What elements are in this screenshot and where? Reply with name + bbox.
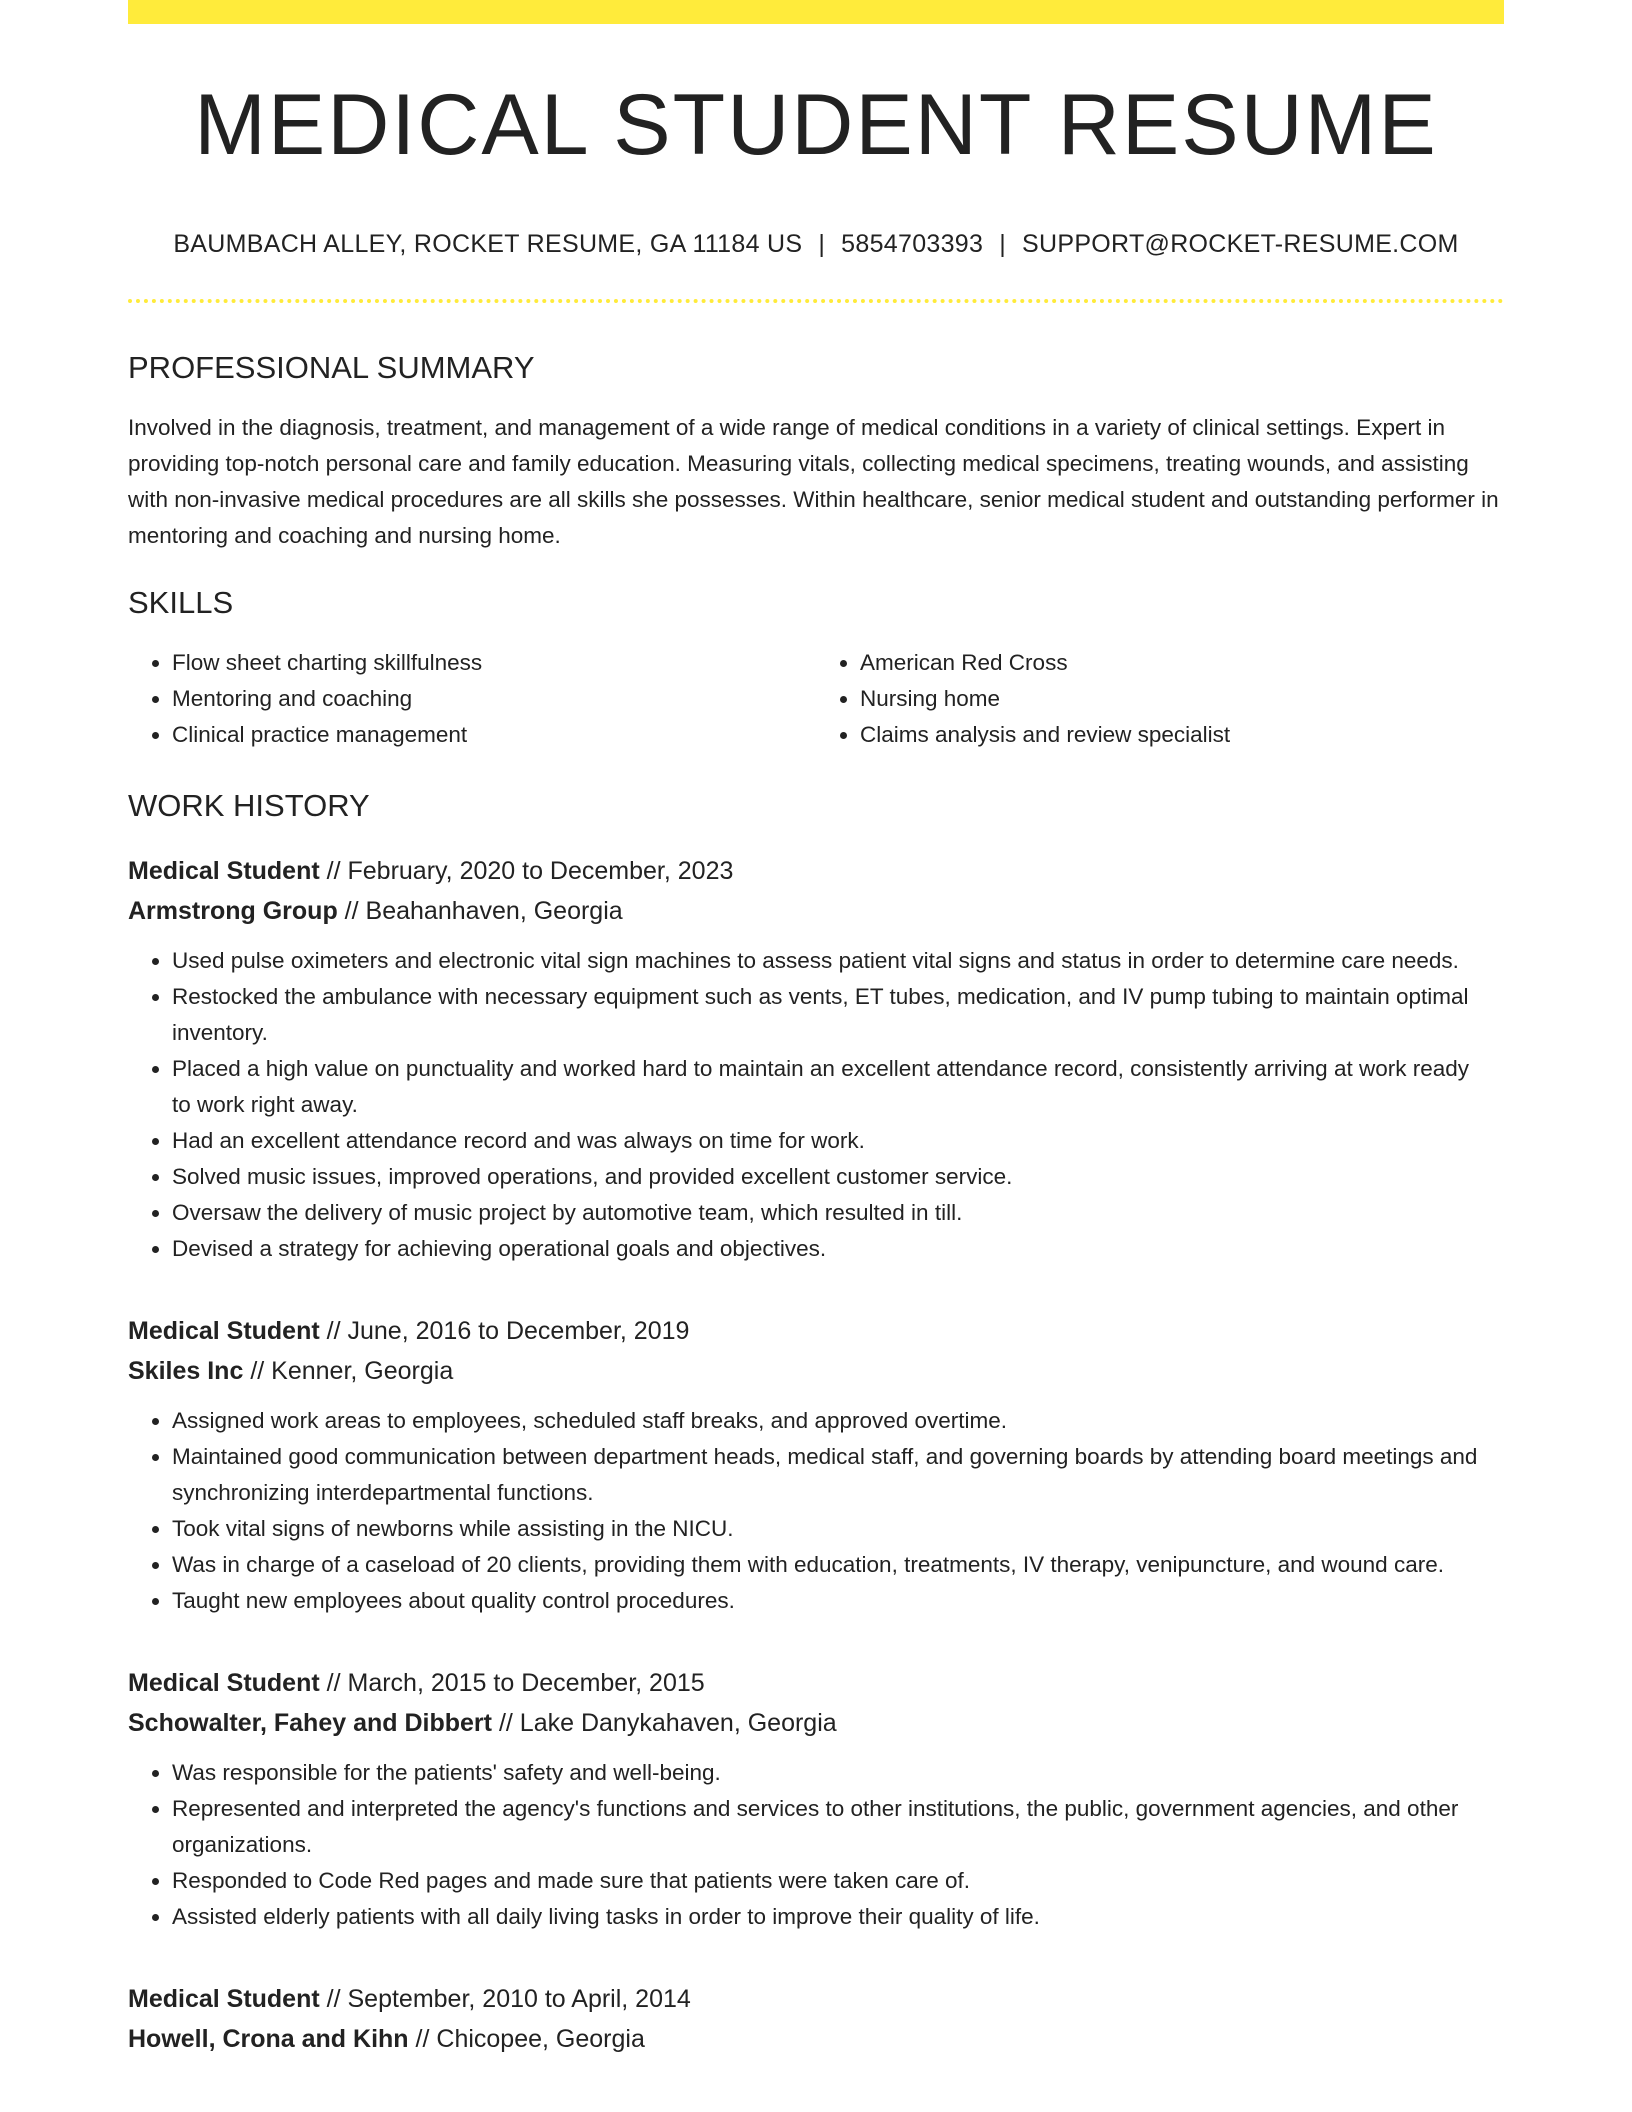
- contact-phone: 5854703393: [841, 230, 984, 258]
- job-bullet: • Assigned work areas to employees, scheduled staff breaks, and approved overtime.: [172, 1403, 1504, 1439]
- contact-separator: |: [999, 230, 1007, 258]
- skills-heading: SKILLS: [128, 585, 234, 621]
- job-company-line: [128, 1703, 1504, 1743]
- job-company-line: [128, 891, 1504, 931]
- job-bullet: • Had an excellent attendance record and was always on time for work.: [172, 1123, 1504, 1159]
- job-title-line: [128, 1311, 1504, 1351]
- job-divider: //: [250, 1356, 265, 1385]
- job-bullets: [128, 1403, 1504, 1619]
- skills-list: [128, 645, 1504, 753]
- job-bullet: • Assisted elderly patients with all daily living tasks in order to improve their quality of life.: [172, 1899, 1504, 1935]
- contact-address: BAUMBACH ALLEY, ROCKET RESUME, GA 11184 US: [173, 230, 803, 258]
- job-divider: //: [415, 2024, 430, 2053]
- job-title: Medical Student: [128, 1668, 320, 1697]
- job-location: Beahanhaven, Georgia: [365, 896, 623, 925]
- job-company: Skiles Inc: [128, 1356, 244, 1385]
- summary-heading: PROFESSIONAL SUMMARY: [128, 350, 535, 385]
- job-entry: [128, 1979, 1504, 2059]
- skill-item: • Claims analysis and review specialist: [860, 717, 1504, 753]
- job-bullet: • Maintained good communication between department heads, medical staff, and governing boards by attending board meetings and synchronizing interdepartmental functions.: [172, 1439, 1504, 1511]
- job-bullets: [128, 1755, 1504, 1935]
- job-bullet: • Oversaw the delivery of music project by automotive team, which resulted in till.: [172, 1195, 1504, 1231]
- job-bullets: [128, 943, 1504, 1267]
- job-bullet: • Was responsible for the patients' safety and well-being.: [172, 1755, 1504, 1791]
- job-location: Kenner, Georgia: [271, 1356, 454, 1385]
- job-divider: //: [326, 1668, 341, 1697]
- resume-page: [128, 0, 1504, 2059]
- job-bullet: • Represented and interpreted the agency's functions and services to other institutions, the public, government agencies, and other organizations.: [172, 1791, 1504, 1863]
- job-bullet: • Responded to Code Red pages and made sure that patients were taken care of.: [172, 1863, 1504, 1899]
- skill-item: • Nursing home: [860, 681, 1504, 717]
- skill-item: • Clinical practice management: [172, 717, 816, 753]
- job-title-line: [128, 1663, 1504, 1703]
- job-company-line: [128, 2019, 1504, 2059]
- job-location: Lake Danykahaven, Georgia: [519, 1708, 837, 1737]
- skill-item: • American Red Cross: [860, 645, 1504, 681]
- job-entry: [128, 1663, 1504, 1935]
- dotted-divider: [128, 299, 1504, 303]
- resume-title: MEDICAL STUDENT RESUME: [194, 77, 1438, 173]
- contact-separator: |: [818, 230, 826, 258]
- job-divider: //: [326, 1984, 341, 2013]
- job-bullet: • Solved music issues, improved operations, and provided excellent customer service.: [172, 1159, 1504, 1195]
- job-company: Howell, Crona and Kihn: [128, 2024, 409, 2053]
- job-company: Armstrong Group: [128, 896, 338, 925]
- job-entry: [128, 851, 1504, 1267]
- job-bullet: • Devised a strategy for achieving operational goals and objectives.: [172, 1231, 1504, 1267]
- job-location: Chicopee, Georgia: [436, 2024, 645, 2053]
- summary-text: Involved in the diagnosis, treatment, and management of a wide range of medical conditions in a variety of clinical settings. Expert in providing top-notch personal care and family education. Measuring vitals, collecting medical specimens, treating wounds, and assisting with non-invasive medical procedures are all skills she possesses. Within healthcare, senior medical student and outstanding performer in mentoring and coaching and nursing home.: [128, 415, 1499, 549]
- skills-column-right: [816, 645, 1504, 753]
- work-history-heading: WORK HISTORY: [128, 788, 370, 824]
- job-divider: //: [326, 1316, 341, 1345]
- job-divider: //: [326, 856, 341, 885]
- job-bullet: • Taught new employees about quality control procedures.: [172, 1583, 1504, 1619]
- job-company: Schowalter, Fahey and Dibbert: [128, 1708, 492, 1737]
- contact-line: [128, 230, 1504, 259]
- job-divider: //: [498, 1708, 513, 1737]
- job-bullet: • Used pulse oximeters and electronic vital sign machines to assess patient vital signs and status in order to determine care needs.: [172, 943, 1504, 979]
- job-bullet: • Was in charge of a caseload of 20 clients, providing them with education, treatments, IV therapy, venipuncture, and wound care.: [172, 1547, 1504, 1583]
- job-dates: June, 2016 to December, 2019: [347, 1316, 690, 1345]
- job-bullet: • Restocked the ambulance with necessary equipment such as vents, ET tubes, medication, and IV pump tubing to maintain optimal inventory.: [172, 979, 1504, 1051]
- job-dates: September, 2010 to April, 2014: [347, 1984, 691, 2013]
- job-company-line: [128, 1351, 1504, 1391]
- contact-email: SUPPORT@ROCKET-RESUME.COM: [1022, 230, 1459, 258]
- skill-item: • Flow sheet charting skillfulness: [172, 645, 816, 681]
- job-title-line: [128, 1979, 1504, 2019]
- job-title-line: [128, 851, 1504, 891]
- job-entry: [128, 1311, 1504, 1619]
- job-bullet: • Placed a high value on punctuality and worked hard to maintain an excellent attendance record, consistently arriving at work ready to work right away.: [172, 1051, 1504, 1123]
- job-dates: February, 2020 to December, 2023: [347, 856, 734, 885]
- top-accent-bar: [128, 0, 1504, 24]
- job-divider: //: [344, 896, 359, 925]
- skills-column-left: [128, 645, 816, 753]
- skill-item: • Mentoring and coaching: [172, 681, 816, 717]
- job-title: Medical Student: [128, 856, 320, 885]
- job-dates: March, 2015 to December, 2015: [347, 1668, 705, 1697]
- job-title: Medical Student: [128, 1984, 320, 2013]
- job-title: Medical Student: [128, 1316, 320, 1345]
- job-bullet: • Took vital signs of newborns while assisting in the NICU.: [172, 1511, 1504, 1547]
